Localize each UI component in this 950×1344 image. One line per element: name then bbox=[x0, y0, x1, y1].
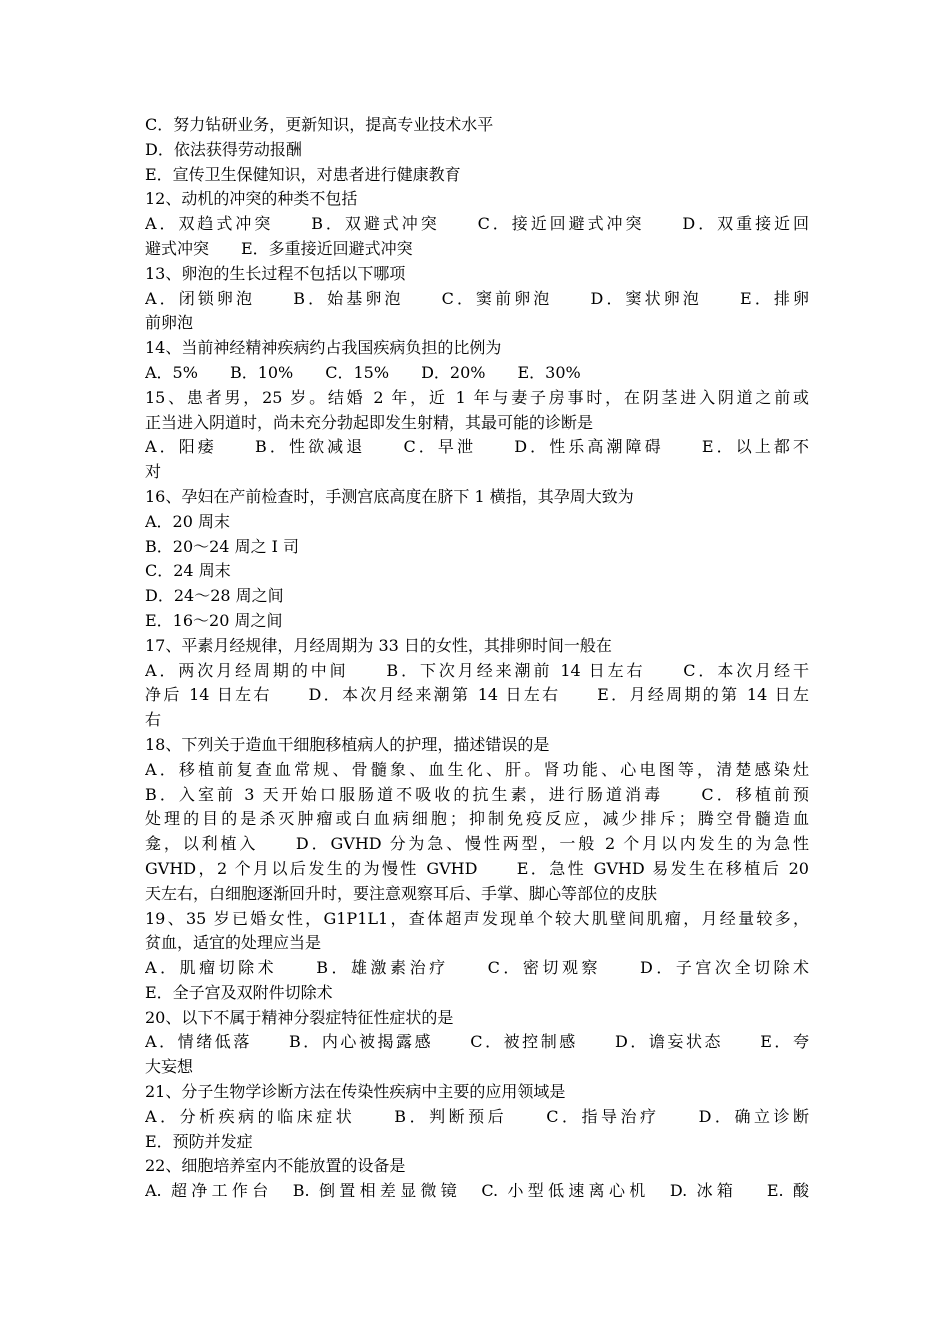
text-line: 14、当前神经精神疾病约占我国疾病负担的比例为 bbox=[145, 338, 502, 358]
text-line: 贫血，适宜的处理应当是 bbox=[145, 933, 322, 953]
text-line: 21、分子生物学诊断方法在传染性疾病中主要的应用领域是 bbox=[145, 1082, 566, 1102]
text-line: 20、以下不属于精神分裂症特征性症状的是 bbox=[145, 1007, 454, 1027]
text-line: 天左右，白细胞逐渐回升时，要注意观察耳后、手掌、脚心等部位的皮肤 bbox=[145, 883, 658, 903]
text-line: 前卵泡 bbox=[145, 313, 194, 333]
text-line: 18、下列关于造血干细胞移植病人的护理，描述错误的是 bbox=[145, 734, 550, 754]
text-line: 龛，以利植入 D．GVHD 分为急、慢性两型，一般 2 个月以内发生的为急性 bbox=[145, 834, 809, 854]
text-line: A．5% B．10% C．15% D．20% E．30% bbox=[145, 362, 581, 382]
text-line: 处理的目的是杀灭肿瘤或白血病细胞；抑制免疫反应，减少排斥；腾空骨髓造血 bbox=[145, 809, 809, 829]
text-line: 15、患者男，25 岁。结婚 2 年，近 1 年与妻子房事时，在阴茎进入阴道之前或 bbox=[145, 387, 809, 407]
text-line: 12、动机的冲突的种类不包括 bbox=[145, 189, 358, 209]
text-line: 避式冲突 E．多重接近回避式冲突 bbox=[145, 238, 413, 258]
text-line: GVHD，2 个月以后发生的为慢性 GVHD E．急性 GVHD 易发生在移植后 20 bbox=[145, 858, 809, 878]
text-line: D．24～28 周之间 bbox=[145, 586, 284, 606]
text-line: 16、孕妇在产前检查时，手测宫底高度在脐下 1 横指，其孕周大致为 bbox=[145, 486, 634, 506]
text-line: C．努力钻研业务，更新知识，提高专业技术水平 bbox=[145, 115, 494, 134]
text-line: 22、细胞培养室内不能放置的设备是 bbox=[145, 1156, 406, 1176]
document-page bbox=[145, 113, 809, 1204]
text-line: 大妄想 bbox=[145, 1057, 194, 1077]
text-line: E．16～20 周之间 bbox=[145, 610, 283, 630]
text-line: B．入室前 3 天开始口服肠道不吸收的抗生素，进行肠道消毒 C．移植前预 bbox=[145, 784, 809, 804]
text-line: A．分析疾病的临床症状 B．判断预后 C．指导治疗 D．确立诊断 bbox=[145, 1106, 809, 1126]
text-line: 净后 14 日左右 D．本次月经来潮第 14 日左右 E．月经周期的第 14 日左 bbox=[145, 685, 809, 705]
text-line: 13、卵泡的生长过程不包括以下哪项 bbox=[145, 263, 406, 283]
text-line: A．闭锁卵泡 B．始基卵泡 C．窦前卵泡 D．窦状卵泡 E．排卵 bbox=[145, 288, 809, 308]
text-line: A．肌瘤切除术 B．雄激素治疗 C．密切观察 D．子宫次全切除术 bbox=[145, 958, 809, 978]
text-line: 对 bbox=[145, 462, 162, 482]
text-line: E．预防并发症 bbox=[145, 1131, 253, 1151]
text-line: 17、平素月经规律，月经周期为 33 日的女性，其排卵时间一般在 bbox=[145, 635, 612, 655]
text-line: D．依法获得劳动报酬 bbox=[145, 139, 302, 159]
text-line: A. 超净工作台 B. 倒置相差显微镜 C. 小型低速离心机 D. 冰箱 E. 酸 bbox=[145, 1181, 809, 1201]
text-line: A．阳痿 B．性欲减退 C．早泄 D．性乐高潮障碍 E．以上都不 bbox=[145, 437, 809, 457]
text-line: A．移植前复查血常规、骨髓象、血生化、肝。肾功能、心电图等，清楚感染灶 bbox=[145, 759, 809, 779]
text-line: E．全子宫及双附件切除术 bbox=[145, 982, 333, 1002]
text-line: A．20 周末 bbox=[145, 511, 231, 531]
text-line: E．宣传卫生保健知识，对患者进行健康教育 bbox=[145, 164, 461, 184]
text-line: 右 bbox=[145, 710, 162, 730]
text-line: 19、35 岁已婚女性，G1P1L1，查体超声发现单个较大肌壁间肌瘤，月经量较多， bbox=[145, 908, 809, 928]
text-line: 正当进入阴道时，尚未充分勃起即发生射精，其最可能的诊断是 bbox=[145, 412, 594, 432]
text-line: A．两次月经周期的中间 B．下次月经来潮前 14 日左右 C．本次月经干 bbox=[145, 660, 809, 680]
text-line: C．24 周末 bbox=[145, 561, 231, 581]
text-line: A．双趋式冲突 B．双避式冲突 C．接近回避式冲突 D．双重接近回 bbox=[145, 214, 809, 234]
text-line: A．情绪低落 B．内心被揭露感 C．被控制感 D．谵妄状态 E．夸 bbox=[145, 1032, 809, 1052]
text-line: B．20～24 周之 I 司 bbox=[145, 536, 300, 556]
